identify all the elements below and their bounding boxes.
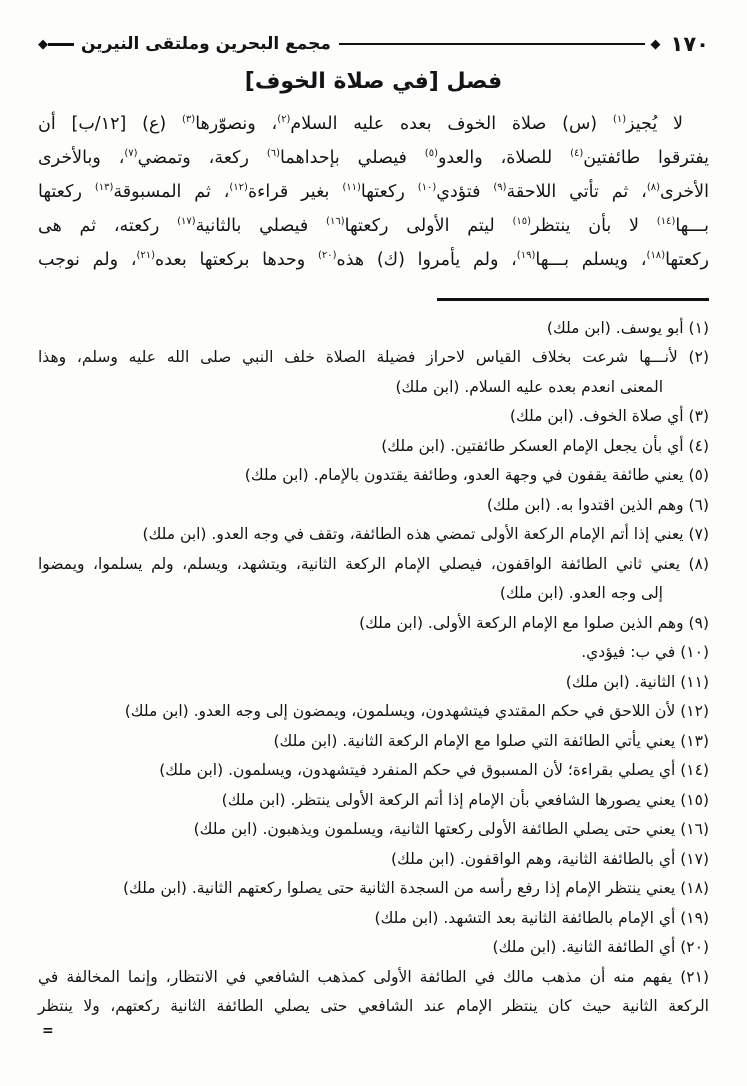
footnote-ref: (٧) — [124, 148, 138, 160]
header-rule — [339, 43, 645, 46]
page-header — [38, 28, 709, 60]
footnote-line: إلى وجه العدو. (ابن ملك) — [499, 584, 663, 602]
footnote-line: (١٥) يعني يصورها الشافعي بأن الإمام إذا أتم الركعة الأولى ينتظر. (ابن ملك) — [221, 790, 709, 809]
footnote-item — [38, 432, 709, 462]
footnote-ref: (٦) — [266, 148, 281, 160]
footnote-line: (٢) لأنـــها شرعت بخلاف القياس لاحراز فضيلة الصلاة خلف النبي صلى الله عليه وسلم، وهذا — [38, 348, 709, 366]
footnotes — [38, 314, 709, 1022]
footnote-item — [38, 491, 709, 521]
footnote-ref: (١٣) — [94, 182, 114, 194]
body-text-line: يفترقوا طائفتين$^{(٤)}$ للصلاة، والعدو$^{(٥)}$ فيصلي بإحداهما$^{(٦)}$ ركعة، وتمضي$^{(٧)}$، وبالأخرى — [38, 148, 709, 168]
footnote-line: (١٣) يعني يأتي الطائفة التي صلوا مع الإمام الركعة الثانية. (ابن ملك) — [273, 731, 709, 750]
footnote-item — [38, 520, 709, 550]
footnote-line: المعنى انعدم بعده عليه السلام. (ابن ملك) — [395, 377, 663, 396]
footnote-ref: (١٠) — [417, 182, 437, 194]
footnote-line: (٢٠) أي الطائفة الثانية. (ابن ملك) — [492, 938, 709, 956]
footnote-line: (٢١) يفهم منه أن مذهب مالك في الطائفة الأولى كمذهب الشافعي في الانتظار، وإنما المخالفة في — [38, 967, 709, 986]
page-number: ١٧٠ — [670, 32, 709, 56]
section-title: فصل [في صلاة الخوف] — [244, 69, 503, 94]
footnote-ref: (١٨) — [646, 250, 666, 262]
footnote-line: الركعة الثانية حيث كان ينتظر الإمام عند الشافعي حتى يصلي الطائفة الثانية ركعتهم، ولا ينتظر — [38, 997, 709, 1015]
footnote-divider — [437, 298, 709, 301]
footnote-number: (١٤) — [680, 761, 709, 779]
footnote-ref: (١٤) — [656, 216, 676, 228]
body-text — [38, 107, 709, 277]
footnote-line: (١٧) أي بالطائفة الثانية، وهم الواقفون. (ابن ملك) — [391, 849, 709, 868]
footnote-item — [38, 727, 709, 757]
footnote-ref: (٢٠) — [317, 250, 337, 262]
footnote-ref: (١) — [612, 114, 627, 126]
footnote-item — [38, 815, 709, 845]
footnote-number: (١١) — [680, 672, 709, 691]
footnote-item — [38, 904, 709, 934]
footnote-line: (١) أبو يوسف. (ابن ملك) — [546, 318, 709, 337]
footnote-line: (١٤) أي يصلي بقراءة؛ لأن المسبوق في حكم المنفرد فيتشهدون، ويسلمون. (ابن ملك) — [159, 761, 709, 779]
footnote-line: (٧) يعني إذا أتم الإمام الركعة الأولى تمضي هذه الطائفة، وتقف في وجه العدو. (ابن ملك) — [142, 525, 709, 543]
footnote-item — [38, 343, 709, 402]
footnote-line: (٩) وهم الذين صلوا مع الإمام الركعة الأولى. (ابن ملك) — [359, 613, 709, 632]
footnote-number: (١٣) — [680, 731, 709, 750]
footnote-item — [38, 609, 709, 639]
footnote-number: (١٩) — [680, 908, 709, 927]
footnote-ref: (١٥) — [512, 216, 532, 228]
footnote-number: (٧) — [688, 525, 709, 543]
footnote-number: (٤) — [688, 436, 709, 455]
footnote-line: (١٠) في ب: فيؤدي. — [581, 643, 709, 661]
continuation-mark: = — [42, 1022, 54, 1039]
footnote-number: (٩) — [688, 613, 709, 632]
diamond-icon: ◆ — [38, 36, 48, 52]
footnote-ref: (١٢) — [229, 182, 248, 194]
footnote-ref: (٨) — [646, 182, 660, 194]
header-ornament-left — [38, 38, 74, 51]
footnote-ref: (١١) — [342, 182, 361, 194]
footnote-number: (٦) — [688, 495, 709, 514]
footnote-item — [38, 756, 709, 786]
footnote-line: (١٢) لأن اللاحق في حكم المقتدي فيتشهدون، ويسلمون، ويمضون إلى وجه العدو. (ابن ملك) — [124, 702, 709, 720]
footnote-line: (١٩) أي الإمام بالطائفة الثانية بعد التشهد. (ابن ملك) — [374, 908, 709, 927]
ornament-dash — [48, 43, 74, 46]
footnote-ref: (٤) — [570, 148, 584, 160]
footnote-ref: (٢) — [277, 114, 291, 126]
footnote-item — [38, 697, 709, 727]
book-title: مجمع البحرين وملتقى النيرين — [81, 34, 331, 54]
footnote-number: (٢) — [688, 348, 709, 366]
footnote-number: (١٥) — [680, 790, 709, 809]
footnote-number: (١٠) — [680, 643, 709, 661]
footnote-line: (١٨) يعني ينتظر الإمام إذا رفع رأسه من السجدة الثانية حتى يصلوا ركعتهم الثانية. (ابن ملك) — [122, 879, 709, 897]
footnote-number: (٥) — [688, 466, 709, 484]
footnote-number: (٨) — [688, 554, 709, 573]
footnote-item — [38, 668, 709, 698]
body-text-line: ركعتها$^{(١٨)}$، ويسلم بـــها$^{(١٩)}$، ولم يأمروا (ك) هذه$^{(٢٠)}$ وحدها بركعتها بعده$^{(٢١)}$، ولم نوجب — [38, 250, 709, 270]
body-text-line: لا يُجيز$^{(١)}$ (س) صلاة الخوف بعده عليه السلام$^{(٢)}$، ونصوّرها$^{(٣)}$ (ع) [١٢/ب] أن — [38, 114, 683, 134]
footnote-item — [38, 550, 709, 609]
footnote-ref: (٣) — [182, 114, 196, 126]
footnote-number: (١٢) — [680, 702, 709, 720]
footnote-number: (١) — [688, 318, 709, 337]
diamond-icon: ◆ — [650, 36, 661, 52]
footnote-ref: (٩) — [493, 182, 507, 194]
footnote-line: (٥) يعني طائفة يقفون في وجهة العدو، وطائفة يقتدون بالإمام. (ابن ملك) — [244, 466, 709, 484]
footnote-item — [38, 402, 709, 432]
footnote-item — [38, 638, 709, 668]
footnote-item — [38, 963, 709, 1022]
footnote-item — [38, 933, 709, 963]
footnote-number: (١٦) — [680, 820, 709, 838]
body-text-line: الأخرى$^{(٨)}$، ثم تأتي اللاحقة$^{(٩)}$ فتؤدي$^{(١٠)}$ ركعتها$^{(١١)}$ بغير قراءة$^{(١٢)}$، ثم المسبوقة$^{(١٣)}$ ركعتها — [38, 182, 710, 202]
footnote-line: (١٦) يعني حتى يصلي الطائفة الأولى ركعتها الثانية، ويسلمون ويذهبون. (ابن ملك) — [193, 820, 709, 838]
footnote-number: (١٧) — [680, 849, 709, 868]
footnote-item — [38, 845, 709, 875]
footnote-ref: (١٧) — [177, 216, 196, 228]
footnote-ref: (١٩) — [516, 250, 536, 262]
footnote-number: (٢٠) — [680, 938, 709, 956]
footnote-item — [38, 314, 709, 344]
footnote-line: (٨) يعني ثاني الطائفة الواقفون، فيصلي الإمام الركعة الثانية، ويتشهد، ويسلم، ولم يسلموا، ويمضوا — [38, 554, 709, 573]
footnote-line: (٣) أي صلاة الخوف. (ابن ملك) — [509, 407, 709, 425]
footnote-item — [38, 461, 709, 491]
body-text-line: بـــها$^{(١٤)}$ لا بأن ينتظر$^{(١٥)}$ ليتم الأولى ركعتها$^{(١٦)}$ فيصلي بالثانية$^{(١٧)}$ ركعته، ثم هى — [38, 216, 709, 236]
footnote-number: (٢١) — [680, 967, 709, 986]
footnote-line: (٤) أي بأن يجعل الإمام العسكر طائفتين. (ابن ملك) — [381, 436, 709, 455]
footnote-number: (١٨) — [680, 879, 709, 897]
footnote-number: (٣) — [688, 407, 709, 425]
footnote-ref: (١٦) — [326, 216, 345, 228]
footnote-line: (٦) وهم الذين اقتدوا به. (ابن ملك) — [486, 495, 709, 514]
footnote-ref: (٥) — [424, 148, 438, 160]
footnote-line: (١١) الثانية. (ابن ملك) — [565, 672, 709, 691]
footnote-ref: (٢١) — [136, 250, 156, 262]
footnote-item — [38, 874, 709, 904]
footnote-item — [38, 786, 709, 816]
